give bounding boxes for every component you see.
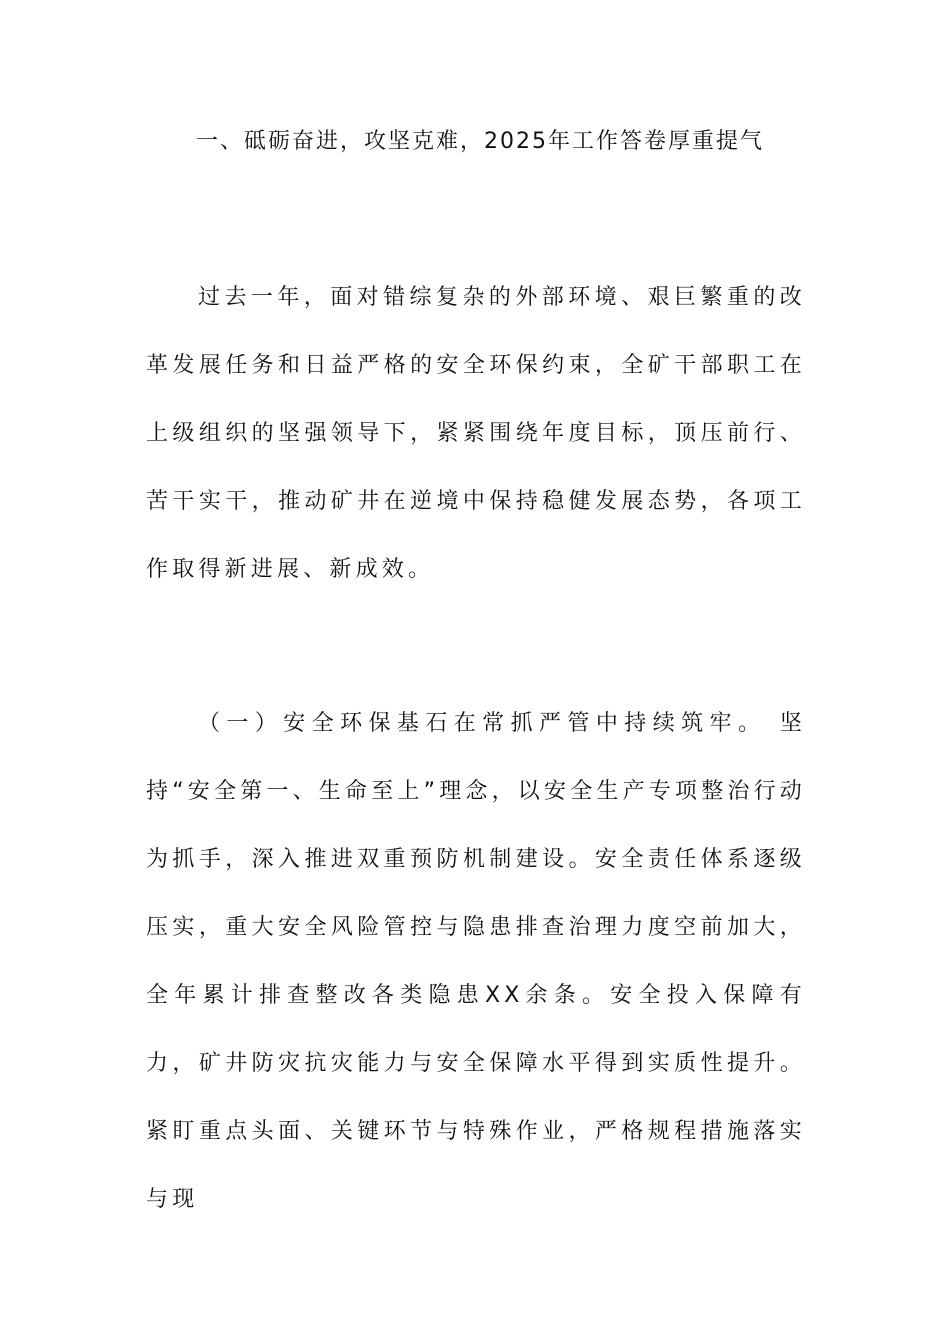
paragraph-safety-body: 坚持“安全第一、生命至上”理念，以安全生产专项整治行动为抓手，深入推进双重预防机制建设。安全责任体系逐级压实，重大安全风险管控与隐患排查治理力度空前加大，全年累计排查整改各类隐患XX余条。安全投入保障有力，矿井防灾抗灾能力与安全保障水平得到实质性提升。紧盯重点头面、关键环节与特殊作业，严格规程措施落实与现 — [146, 711, 806, 1212]
paragraph-safety — [146, 690, 806, 1234]
section-heading: 一、砥砺奋进，攻坚克难，2025年工作答卷厚重提气 — [196, 129, 764, 154]
paragraph-safety-title: （一）安全环保基石在常抓严管中持续筑牢。 — [198, 711, 767, 736]
paragraph-overview: 过去一年，面对错综复杂的外部环境、艰巨繁重的改革发展任务和日益严格的安全环保约束，全矿干部职工在上级组织的坚强领导下，紧紧围绕年度目标，顶压前行、苦干实干，推动矿井在逆境中保持稳健发展态势，各项工作取得新进展、新成效。 — [146, 285, 806, 582]
